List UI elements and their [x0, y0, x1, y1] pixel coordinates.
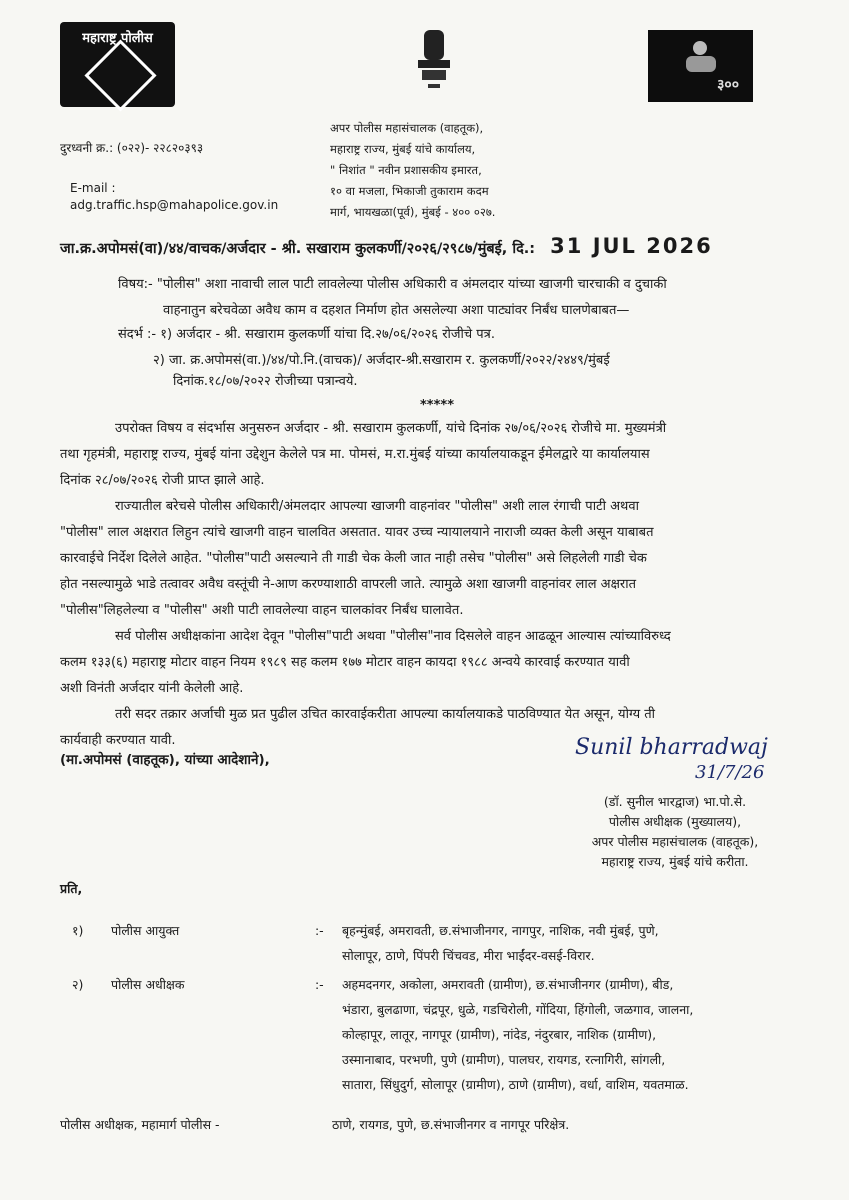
email-address: adg.traffic.hsp@mahapolice.gov.in [70, 198, 279, 212]
police-300-logo [648, 30, 753, 102]
maharashtra-police-logo [60, 22, 175, 107]
reference-line [60, 234, 820, 258]
police-star-icon [84, 39, 156, 111]
reference-item: १) अर्जदार - श्री. सखाराम कुलकर्णी यांचा दि.२७/०६/२०२६ रोजीचे पत्र. [160, 327, 495, 342]
address-line: " निशांत " नवीन प्रशासकीय इमारत, [330, 163, 482, 177]
paragraph-line: कलम १३३(६) महाराष्ट्र मोटार वाहन नियम १९८९ सह कलम १७७ मोटार वाहन कायदा १९८८ अन्वये कारवाई करण्यात यावी [60, 655, 630, 670]
paragraph-line: "पोलीस" लाल अक्षरात लिहुन त्यांचे खाजगी वाहन चालवित असतात. यावर उच्च न्यायालयाने नाराजी व्यक्त केली असून याबाबत [60, 525, 654, 540]
paragraph-line: सर्व पोलीस अधीक्षकांना आदेश देवून "पोलीस"पाटी अथवा "पोलीस"नाव दिसलेले वाहन आढळून आल्यास त्यांच्याविरुध्द [115, 629, 671, 644]
reference-item: दिनांक.१८/०७/२०२२ रोजीच्या पत्रान्वये. [173, 374, 358, 389]
logo-right-text: ३०० [717, 77, 739, 93]
signatory-line: महाराष्ट्र राज्य, मुंबई यांचे करीता. [601, 854, 749, 869]
signatory-line: अपर पोलीस महासंचालक (वाहतूक), [591, 834, 759, 849]
recipient-title: पोलीस आयुक्त [110, 923, 180, 938]
signature-name-script: Sunil bharradwaj [575, 735, 768, 760]
paragraph-line: राज्यातील बरेचसे पोलीस अधिकारी/अंमलदार आपल्या खाजगी वाहनांवर "पोलीस" अशी लाल रंगाची पाटी अथवा [115, 499, 639, 514]
reference-item: २) जा. क्र.अपोमसं(वा.)/४४/पो.नि.(वाचक)/ अर्जदार-श्री.सखाराम र. कुलकर्णी/२०२२/२४४९/मुंबई [153, 353, 610, 368]
order-by-line: (मा.अपोमसं (वाहतूक), यांच्या आदेशाने), [60, 752, 270, 768]
recipient-list [342, 972, 822, 1097]
logo-left-text: महाराष्ट्र पोलीस [82, 31, 153, 46]
office-address [330, 118, 570, 223]
phone-number: दुरध्वनी क्र.: (०२२)- २२८२०३९३ [60, 141, 204, 155]
signatory-line: पोलीस अधीक्षक (मुख्यालय), [608, 814, 742, 829]
recipient-line: सोलापूर, ठाणे, पिंपरी चिंचवड, मीरा भाईंदर-वसई-विरार. [342, 948, 595, 963]
recipient-separator: :- [314, 923, 324, 938]
recipient-line: सातारा, सिंधुदुर्ग, सोलापूर (ग्रामीण), ठाणे (ग्रामीण), वर्धा, वाशिम, यवतमाळ. [342, 1077, 689, 1092]
references-block [118, 322, 818, 395]
signatory-block [560, 792, 790, 872]
recipient-line: अहमदनगर, अकोला, अमरावती (ग्रामीण), छ.संभाजीनगर (ग्रामीण), बीड, [342, 977, 674, 992]
subject-text: "पोलीस" अशा नावाची लाल पाटी लावलेल्या पोलीस अधिकारी व अंमलदार यांच्या खाजगी चारचाकी व दुचाकी [156, 277, 667, 292]
paragraph-line: कारवाईचे निर्देश दिलेले आहेत. "पोलीस"पाटी असल्याने ती गाडी चेक केली जात नाही तसेच "पोलीस" असे लिहलेली गाडी चेक [60, 551, 647, 566]
recipient-title: पोलीस अधीक्षक [110, 977, 185, 992]
address-line: मार्ग, भायखळा(पूर्व), मुंबई - ४०० ०२७. [330, 205, 496, 219]
handwritten-signature [575, 722, 775, 782]
paragraph-line: उपरोक्त विषय व संदर्भास अनुसरुन अर्जदार - श्री. सखाराम कुलकर्णी, यांचे दिनांक २७/०६/२०२६ रोजीचे मा. मुख्यमंत्री [115, 421, 667, 436]
body-text [60, 416, 830, 754]
paragraph-line: होत नसल्यामुळे भाडे तत्वावर अवैध वस्तूंची ने-आण करण्याशाठी वापरली जाते. त्यामुळे अशा खाजगी वाहनांवर लाल अक्षरात [60, 577, 637, 592]
recipient-separator: :- [314, 977, 324, 992]
separator-stars: ***** [420, 398, 454, 413]
email-label: E-mail : [70, 181, 116, 195]
highway-recipient-text: ठाणे, रायगड, पुणे, छ.संभाजीनगर व नागपूर परिक्षेत्र. [332, 1117, 570, 1132]
address-line: महाराष्ट्र राज्य, मुंबई यांचे कार्यालय, [330, 142, 476, 156]
subject-block [118, 272, 818, 324]
paragraph-line: "पोलीस"लिहलेल्या व "पोलीस" अशी पाटी लावलेल्या वाहन चालकांवर निर्बंध घालावेत. [60, 603, 464, 618]
references-label: संदर्भ :- [118, 327, 157, 342]
subject-label: विषय:- [118, 277, 153, 292]
recipient-number: २) [72, 977, 84, 992]
recipient-line: बृहन्मुंबई, अमरावती, छ.संभाजीनगर, नागपुर, नाशिक, नवी मुंबई, पुणे, [342, 923, 659, 938]
address-line: १० वा मजला, भिकाजी तुकाराम कदम [330, 184, 489, 198]
national-emblem-icon [410, 28, 458, 94]
paragraph-line: तथा गृहमंत्री, महाराष्ट्र राज्य, मुंबई यांना उद्देशुन केलेले पत्र मा. पोमसं, म.रा.मुंबई यांच्या कार्यालयाकडून ईमेलद्वारे या कार्यालयास [60, 447, 650, 462]
paragraph-line: दिनांक २८/०७/२०२६ रोजी प्राप्त झाले आहे. [60, 473, 265, 488]
paragraph-line: तरी सदर तक्रार अर्जाची मुळ प्रत पुढील उचित कारवाईकरीता आपल्या कार्यालयाकडे पाठविण्यात येत असून, योग्य ती [115, 707, 656, 722]
recipients-label: प्रति, [60, 881, 83, 896]
reference-number: जा.क्र.अपोमसं(वा)/४४/वाचक/अर्जदार - श्री. सखाराम कुलकर्णी/२०२६/२९८७/मुंबई, दि.: [60, 241, 536, 257]
signature-date-script: 31/7/26 [695, 762, 765, 782]
subject-text: वाहनातुन बरेचवेळा अवैध काम व दहशत निर्माण होत असलेल्या अशा पाट्यांवर निर्बंध घालणेबाबत— [163, 303, 630, 318]
reference-date: 31 JUL 2026 [550, 234, 713, 258]
paragraph-line: अशी विनंती अर्जदार यांनी केलेली आहे. [60, 681, 244, 696]
address-line: अपर पोलीस महासंचालक (वाहतूक), [330, 121, 484, 135]
recipient-line: कोल्हापूर, लातूर, नागपूर (ग्रामीण), नांदेड, नंदुरबार, नाशिक (ग्रामीण), [342, 1027, 657, 1042]
recipient-list [342, 918, 812, 968]
highway-recipient-title: पोलीस अधीक्षक, महामार्ग पोलीस - [60, 1117, 220, 1132]
paragraph-line: कार्यवाही करण्यात यावी. [60, 733, 176, 748]
recipient-line: उस्मानाबाद, परभणी, पुणे (ग्रामीण), पालघर, रायगड, रत्नागिरी, सांगली, [342, 1052, 666, 1067]
recipient-line: भंडारा, बुलढाणा, चंद्रपूर, धुळे, गडचिरोली, गोंदिया, हिंगोली, जळगाव, जालना, [342, 1002, 694, 1017]
recipient-number: १) [72, 923, 84, 938]
signatory-name: (डॉ. सुनील भारद्वाज) भा.पो.से. [603, 794, 747, 809]
